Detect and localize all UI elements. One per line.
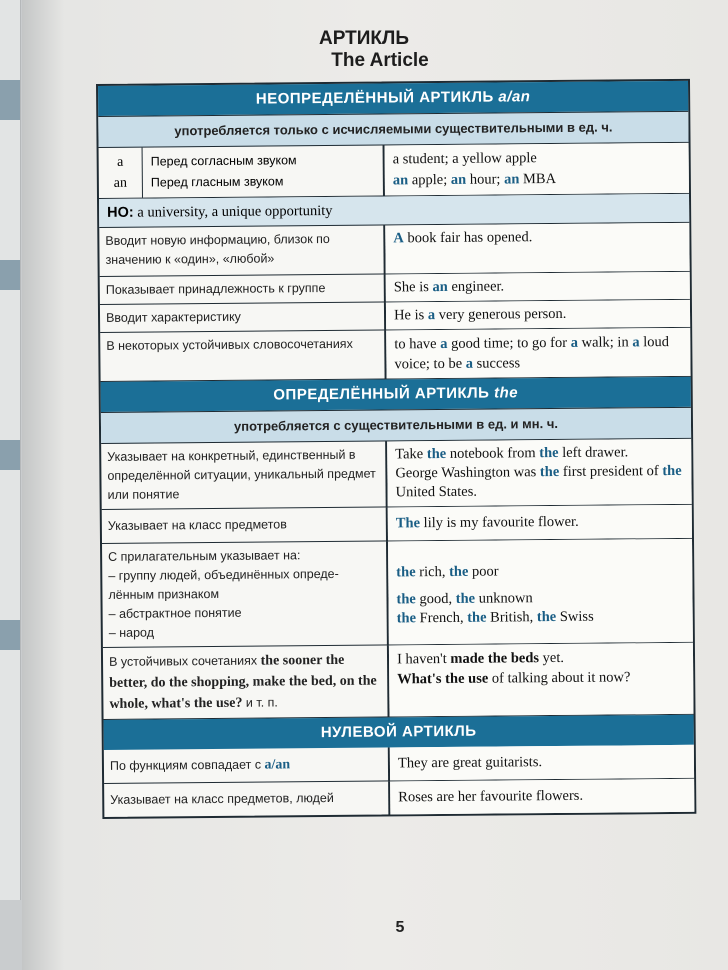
definite-article-header: ОПРЕДЕЛЁННЫЙ АРТИКЛЬ the [101,377,691,412]
page-number: 5 [395,919,405,936]
page-title-ru: АРТИКЛЬ [319,28,409,49]
page-title-en: The Article [331,50,429,71]
article-table [96,79,696,819]
indefinite-usage-note: употребляется только с исчисляемыми существительными в ед. ч. [98,111,688,148]
table-row: Указывает на класс предметов The lily is my favourite flower. [102,505,692,544]
table-row: Указывает на конкретный, единственный в определённой ситуации, уникальный предмет или понятие Take the notebook from the left drawer. George Washington was the first president of the United States. [101,439,692,510]
table-row: По функциям совпадает с a/an They are great guitarists. [104,745,694,784]
table-row: В некоторых устойчивых словосочетаниях to have a good time; to go for a walk; in a loud voice; to be a success [100,328,690,382]
article-forms: a an [99,148,143,198]
table-row: Вводит новую информацию, близок по значению к «один», «любой» A book fair has opened. [99,223,689,277]
a-an-forms-row [99,143,689,199]
definite-usage-note: употребляется с существительными в ед. и мн. ч. [101,407,691,444]
table-row: В устойчивых сочетаниях the sooner the better, do the shopping, make the bed, on the whole, what's the use? и т. п. I haven't made the beds yet. What's the use of talking about it now? [103,643,694,720]
adjacent-page-edge [0,0,21,900]
a-an-examples: a student; a yellow apple an apple; an hour; an MBA [385,143,689,196]
indefinite-article-header: НЕОПРЕДЕЛЁННЫЙ АРТИКЛЬ a/an [98,81,688,116]
table-row: Вводит характеристику He is a very generous person. [100,300,690,333]
table-row: Указывает на класс предметов, людей Roses are her favourite flowers. [104,779,694,817]
exception-row: НО: a university, a unique opportunity [99,194,689,228]
zero-article-header: НУЛЕВОЙ АРТИКЛЬ [104,715,694,750]
table-row: Показывает принадлежность к группе She is an engineer. [100,272,690,305]
table-row: С прилагательным указывает на: – группу людей, объединённых опреде-лённым признаком – абстрактное понятие – народ the rich, the poor the good, the unknown the French, the British, the Swiss [102,539,693,648]
sound-rules: Перед согласным звуком Перед гласным звуком [143,145,385,197]
